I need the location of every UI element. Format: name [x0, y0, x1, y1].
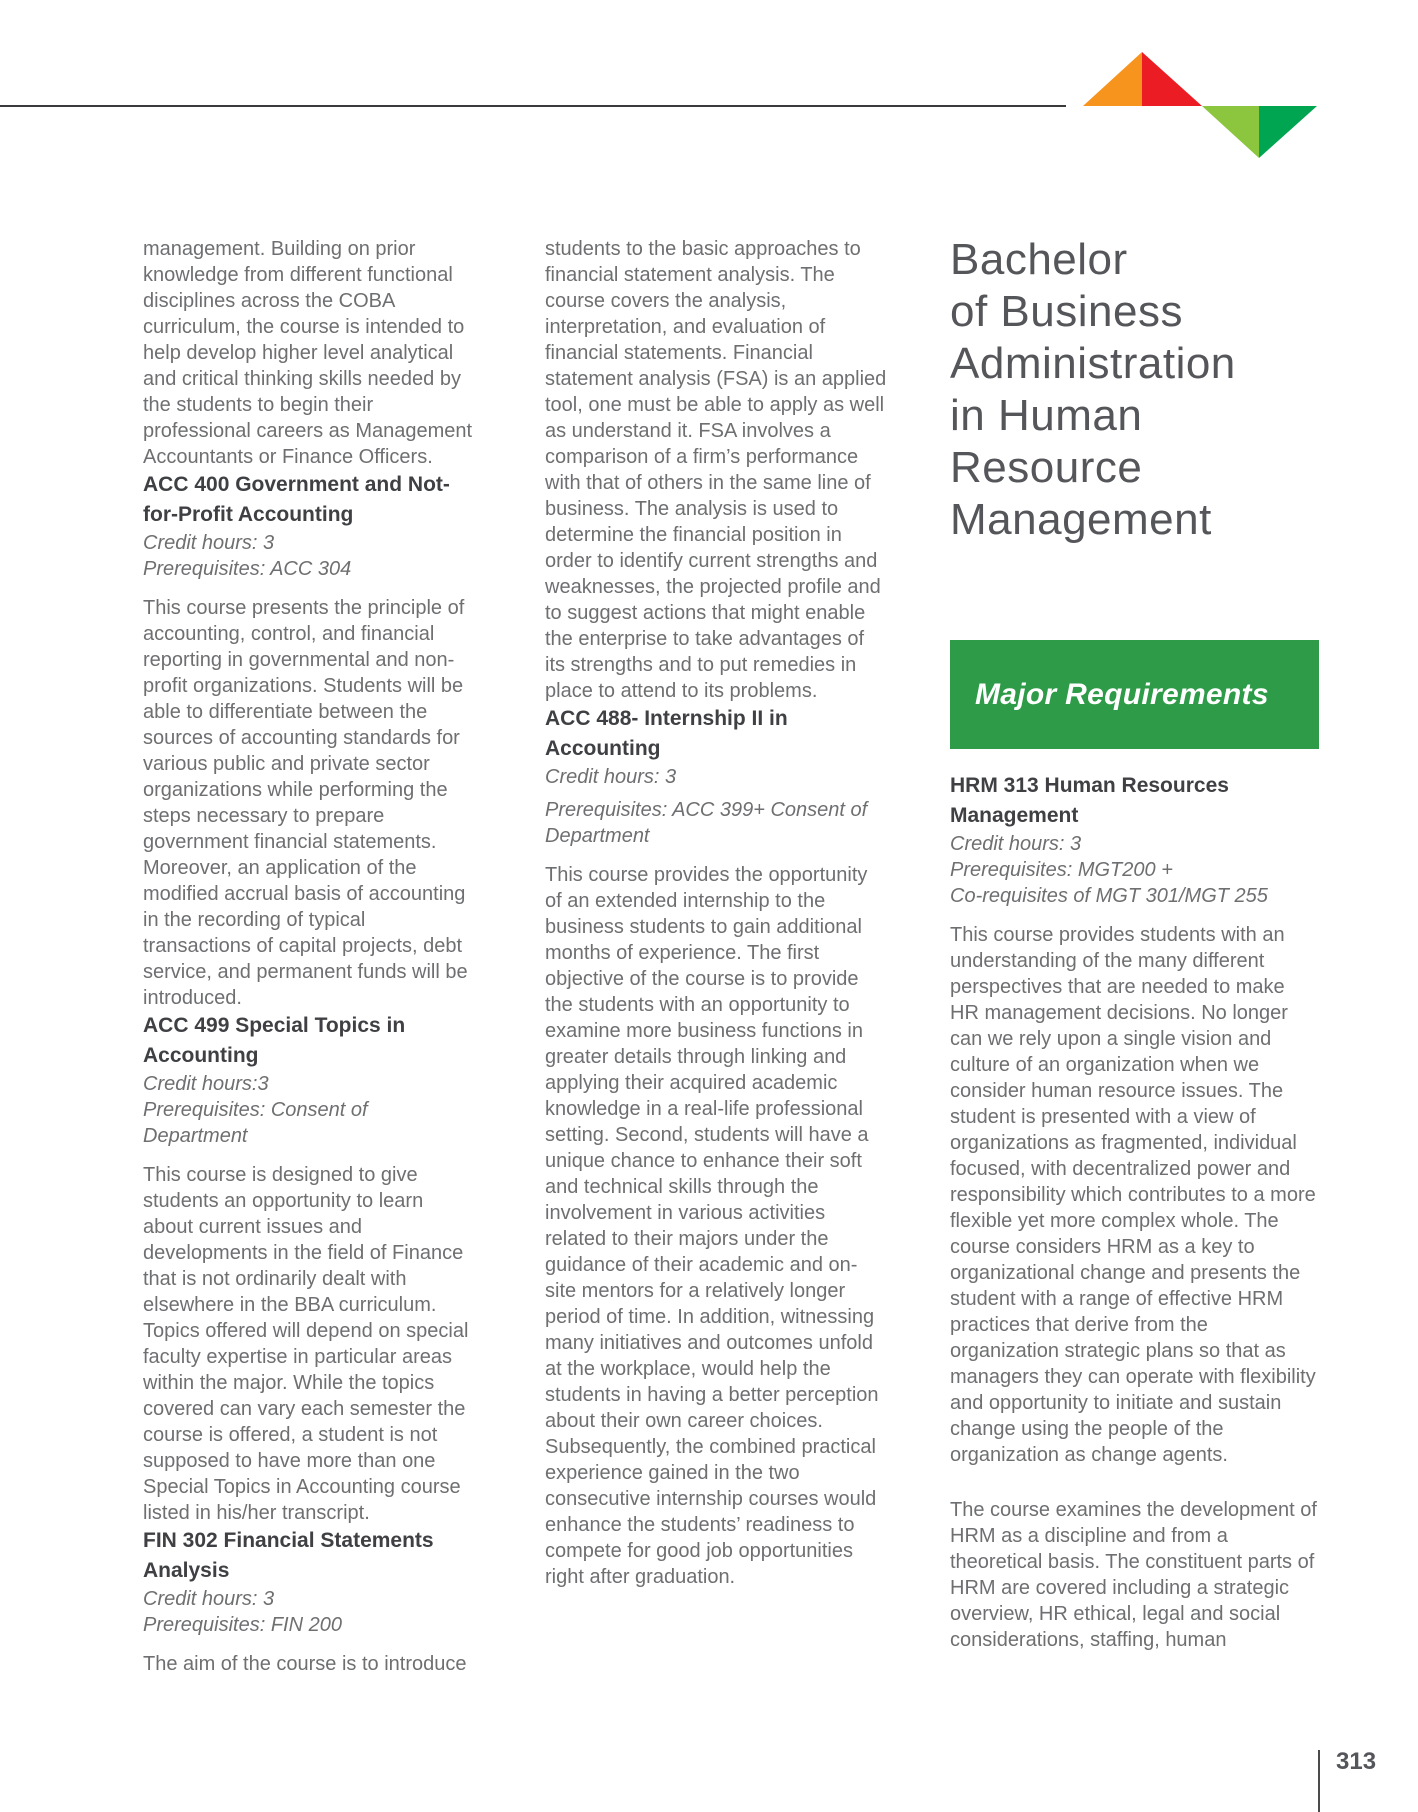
- course-description: This course is designed to give students an opportunity to learn about current issues and developments in the field of Finance that is not ordinarily dealt with elsewhere in the BBA curriculum. Topics offered will depend on special faculty expertise in particular areas within the major. While the topics covered can vary each semester the course is offered, a student is not supposed to have more than one Special Topics in Accounting course listed in his/her transcript.: [143, 1164, 469, 1524]
- intro-paragraph: management. Building on prior knowledge from different functional disciplines across the COBA curriculum, the course is intended to help develop higher level analytical and critical thinking skills needed by the students to begin their professional careers as Management Accountants or Finance Officers.: [143, 238, 473, 468]
- column-2: [545, 236, 887, 1590]
- prerequisites: Prerequisites: MGT200 +: [950, 859, 1173, 881]
- prerequisites: Prerequisites: FIN 200: [143, 1614, 342, 1636]
- logo-red-triangle: [1142, 52, 1202, 106]
- course-description: The aim of the course is to introduce: [143, 1653, 467, 1675]
- page-number-rule: [1318, 1750, 1320, 1812]
- course-description: The course examines the development of HRM as a discipline and from a theoretical basis. The constituent parts of HRM are covered including a strategic overview, HR ethical, legal and social considerations, staffing, human: [950, 1499, 1317, 1651]
- course-fin-302: [143, 1526, 477, 1677]
- course-description: This course provides the opportunity of an extended internship to the business students to gain additional months of experience. The first objective of the course is to provide the students with an opportunity to examine more business functions in greater details through linking and applying their acquired academic knowledge in a real-life professional setting. Second, students will have a unique chance to enhance their soft and technical skills through the involvement in various activities related to their majors under the guidance of their academic and on-site mentors for a relatively longer period of time. In addition, witnessing many initiatives and outcomes unfold at the workplace, would help the students in having a better perception about their own career choices. Subsequently, the combined practical experience gained in the two consecutive internship courses would enhance the students’ readiness to compete for good job opportunities right after graduation.: [545, 864, 879, 1588]
- course-hrm-313: [950, 771, 1319, 1653]
- prerequisites: Prerequisites: ACC 304: [143, 558, 352, 580]
- program-title-line: Management: [950, 495, 1212, 544]
- course-title: HRM 313 Human Resources Management: [950, 774, 1229, 827]
- credit-hours: Credit hours: 3: [143, 1588, 275, 1610]
- credit-hours: Credit hours:3: [143, 1073, 269, 1095]
- course-title: ACC 499 Special Topics in Accounting: [143, 1014, 406, 1067]
- banner-label: Major Requirements: [975, 677, 1269, 711]
- program-title-line: Administration: [950, 339, 1236, 388]
- logo-orange-triangle: [1083, 52, 1142, 106]
- column-1: [143, 236, 477, 1677]
- program-title-line: in Human: [950, 391, 1143, 440]
- program-title: [950, 234, 1319, 546]
- course-description: This course presents the principle of accounting, control, and financial reporting in governmental and non-profit organizations. Students will be able to differentiate between the sources of accounting standards for various public and private sector organizations while performing the steps necessary to prepare government financial statements. Moreover, an application of the modified accrual basis of accounting in the recording of typical transactions of capital projects, debt service, and permanent funds will be introduced.: [143, 597, 468, 1009]
- course-acc-499: [143, 1011, 477, 1526]
- header-rule: [0, 105, 1066, 107]
- course-acc-488: [545, 704, 887, 1590]
- course-acc-400: [143, 470, 477, 1011]
- course-title: FIN 302 Financial Statements Analysis: [143, 1529, 434, 1582]
- course-title: ACC 488- Internship II in Accounting: [545, 707, 788, 760]
- corequisites: Co-requisites of MGT 301/MGT 255: [950, 885, 1268, 907]
- course-title: ACC 400 Government and Not-for-Profit Accounting: [143, 473, 450, 526]
- program-title-line: Resource: [950, 443, 1143, 492]
- prerequisites: Prerequisites: Consent of Department: [143, 1099, 368, 1147]
- logo-lightgreen-triangle: [1202, 106, 1259, 158]
- program-title-line: Bachelor: [950, 235, 1128, 284]
- prerequisites: Prerequisites: ACC 399+ Consent of Department: [545, 799, 868, 847]
- column-3: [950, 234, 1319, 1653]
- logo-triangles-icon: [1083, 52, 1317, 158]
- credit-hours: Credit hours: 3: [143, 532, 275, 554]
- course-description: This course provides students with an understanding of the many different perspectives that are needed to make HR management decisions. No longer can we rely upon a single vision and culture of an organization when we consider human resource issues. The student is presented with a view of organizations as fragmented, individual focused, with decentralized power and responsibility which contributes to a more flexible yet more complex whole. The course considers HRM as a key to organizational change and presents the student with a range of effective HRM practices that derive from the organization strategic plans so that as managers they can operate with flexibility and opportunity to initiate and sustain change using the people of the organization as change agents.: [950, 924, 1316, 1466]
- intro-paragraph: students to the basic approaches to financial statement analysis. The course covers the analysis, interpretation, and evaluation of financial statements. Financial statement analysis (FSA) is an applied tool, one must be able to apply as well as understand it. FSA involves a comparison of a firm’s performance with that of others in the same line of business. The analysis is used to determine the financial position in order to identify current strengths and weaknesses, the projected profile and to suggest actions that might enable the enterprise to take advantages of its strengths and to put remedies in place to attend to its problems.: [545, 238, 887, 702]
- major-requirements-banner: [950, 640, 1319, 749]
- page-number: 313: [1336, 1748, 1377, 1775]
- logo-green-triangle: [1259, 106, 1317, 158]
- credit-hours: Credit hours: 3: [950, 833, 1082, 855]
- credit-hours: Credit hours: 3: [545, 766, 677, 788]
- program-title-line: of Business: [950, 287, 1183, 336]
